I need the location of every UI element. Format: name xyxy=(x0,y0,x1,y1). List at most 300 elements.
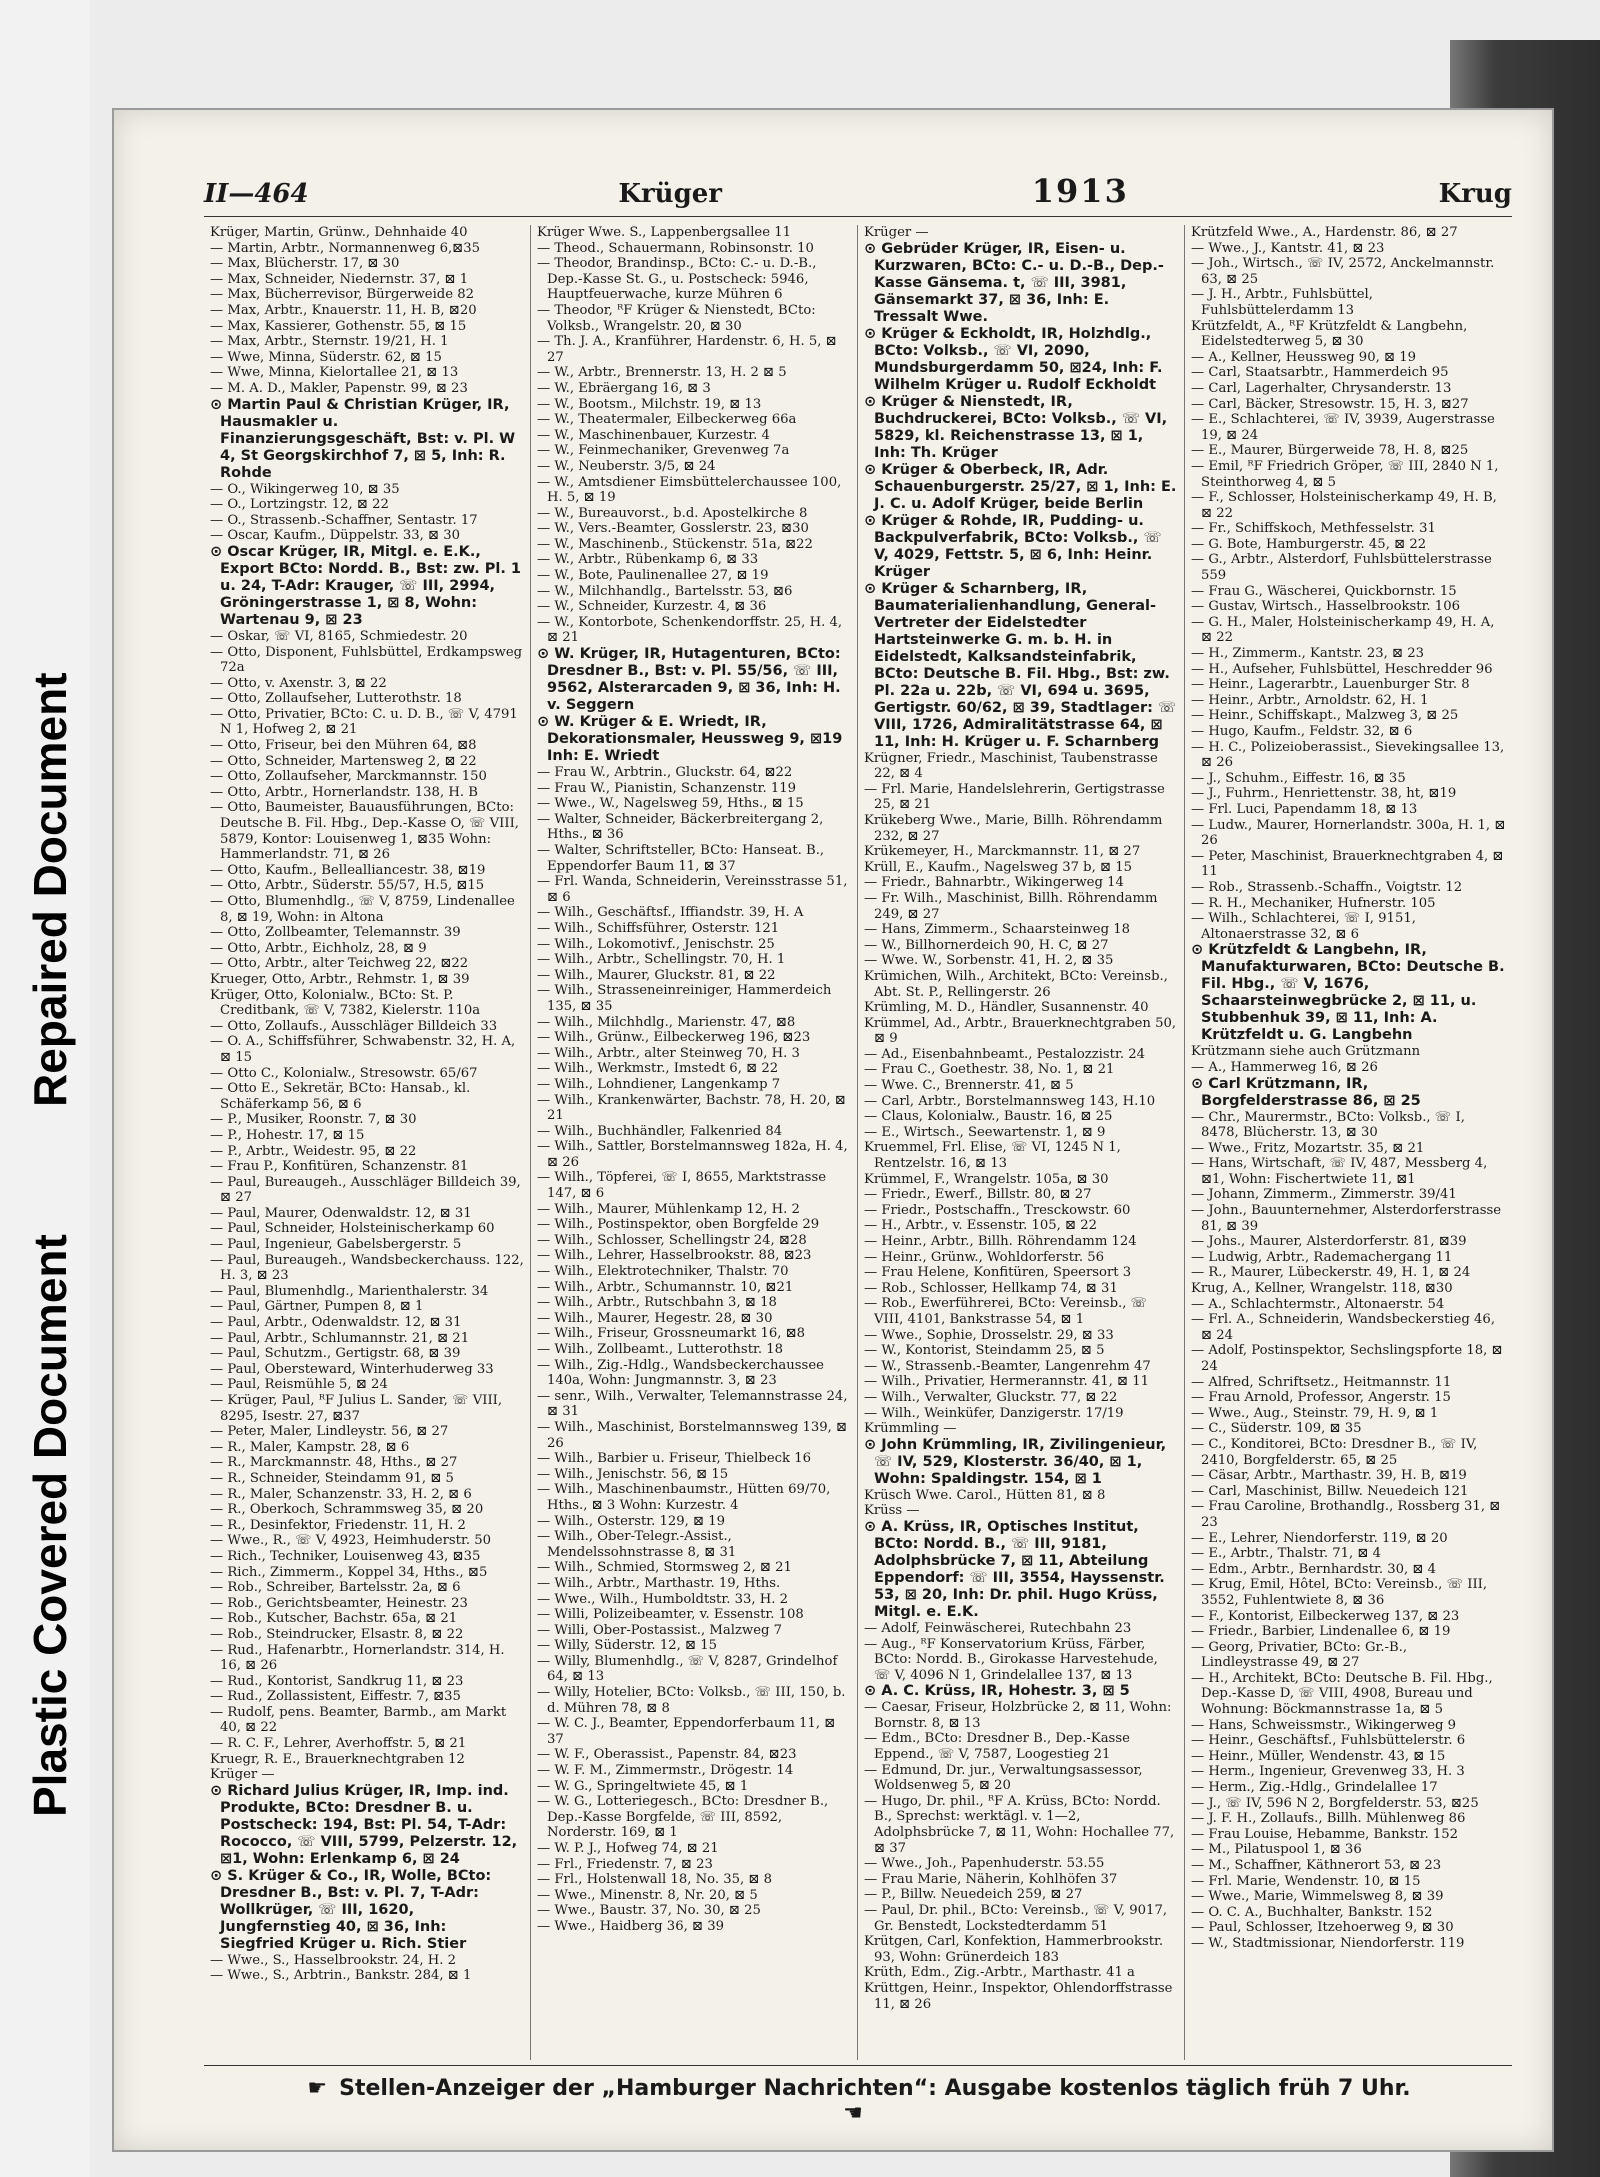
directory-entry: Krueger, Otto, Arbtr., Rehmstr. 1, ⊠ 39 xyxy=(210,971,470,987)
directory-entry: — Theodor, Brandinsp., BCto: C.- u. D.-B., Dep.-Kasse St. G., u. Postscheck: 5946, Hauptfeuerwache, kurze Mühren 6 xyxy=(537,256,817,303)
directory-entry: Krükemeyer, H., Marckmannstr. 11, ⊠ 27 xyxy=(864,844,1141,860)
directory-entry: — Otto, Kaufm., Bellealliancestr. 38, ⊠19 xyxy=(210,862,486,878)
directory-entry: — Wilh., Elektrotechniker, Thalstr. 70 xyxy=(537,1264,789,1280)
directory-entry: — Wilh., Maurer, Hegestr. 28, ⊠ 30 xyxy=(537,1310,773,1326)
directory-entry: — Hugo, Kaufm., Feldstr. 32, ⊠ 6 xyxy=(1191,724,1413,739)
directory-entry: Krügner, Friedr., Maschinist, Taubenstrasse 22, ⊠ 4 xyxy=(864,750,1158,782)
directory-entry: — Otto, Zollaufseher, Marckmannstr. 150 xyxy=(210,769,487,785)
plastic-covered-label: Plastic Covered Document xyxy=(24,1234,76,1817)
directory-entry: — Heinr., Geschäftsf., Fuhlsbüttelerstr. 6 xyxy=(1191,1733,1466,1749)
directory-entry: — Rud., Zollassistent, Eiffestr. 7, ⊠35 xyxy=(210,1689,461,1705)
directory-entry: — O., Wikingerweg 10, ⊠ 35 xyxy=(210,481,400,497)
directory-entry: — R., Maler, Schanzenstr. 33, H. 2, ⊠ 6 xyxy=(210,1486,472,1502)
directory-entry: — Wwe., Sophie, Drosselstr. 29, ⊠ 33 xyxy=(864,1327,1114,1343)
directory-entry: — Paul, Bureaugeh., Wandsbeckerchauss. 122, H. 3, ⊠ 23 xyxy=(210,1252,524,1284)
directory-entry: — Wilh., Buchhändler, Falkenried 84 xyxy=(537,1123,783,1139)
directory-entry: — W., Milchhandlg., Bartelsstr. 53, ⊠6 xyxy=(537,583,793,599)
directory-entry: — Wwe., W., Nagelsweg 59, Hths., ⊠ 15 xyxy=(537,796,804,812)
directory-entry: — Hugo, Dr. phil., ᴿF A. Krüss, BCto: Nordd. B., Sprechst: werktägl. v. 1—2, Adolphsbrücke 7, ⊠ 11, Wohn: Hochallee 77, ⊠ 37 xyxy=(864,1793,1175,1856)
directory-entry: — Wilh., Osterstr. 129, ⊠ 19 xyxy=(537,1513,726,1529)
directory-entry: Krüger, Martin, Grünw., Dehnhaide 40 xyxy=(210,225,468,240)
footer-text: Stellen-Anzeiger der „Hamburger Nachrichten“: Ausgabe kostenlos täglich früh 7 Uhr. xyxy=(339,2076,1411,2101)
directory-entry: Kruegr, R. E., Brauerknechtgraben 12 xyxy=(210,1751,465,1767)
directory-entry: — Paul, Maurer, Odenwaldstr. 12, ⊠ 31 xyxy=(210,1205,472,1221)
directory-entry: — A., Schlachtermstr., Altonaerstr. 54 xyxy=(1191,1296,1445,1312)
footer-advert xyxy=(274,2076,1432,2126)
directory-entry: — G. Bote, Hamburgerstr. 45, ⊠ 22 xyxy=(1191,536,1427,552)
directory-entry: — Otto, Zollaufseher, Lutterothstr. 18 xyxy=(210,691,462,707)
directory-entry: — Wwe, Minna, Kielortallee 21, ⊠ 13 xyxy=(210,365,459,381)
directory-entry: Krümmling — xyxy=(864,1421,957,1437)
directory-entry: Krüss — xyxy=(864,1503,920,1519)
directory-entry: — Frau Caroline, Brothandlg., Rossberg 31, ⊠ 23 xyxy=(1191,1499,1501,1530)
directory-entry: Krüger — xyxy=(210,1767,275,1783)
directory-entry: — H., Aufseher, Fuhlsbüttel, Heschredder 96 xyxy=(1191,661,1493,677)
directory-entry: — Rob., Schlosser, Hellkamp 74, ⊠ 31 xyxy=(864,1280,1118,1296)
directory-entry: — E., Wirtsch., Seewartenstr. 1, ⊠ 9 xyxy=(864,1124,1106,1140)
directory-entry: — R., Marckmannstr. 48, Hths., ⊠ 27 xyxy=(210,1455,458,1471)
directory-entry: — Frl. Marie, Handelslehrerin, Gertigstrasse 25, ⊠ 21 xyxy=(864,781,1165,813)
repaired-document-label: Repaired Document xyxy=(24,672,76,1107)
directory-entry: — W. P. J., Hofweg 74, ⊠ 21 xyxy=(537,1841,719,1856)
directory-entry: — Ludwig, Arbtr., Rademachergang 11 xyxy=(1191,1249,1453,1265)
directory-entry: — Wilh., Schlachterei, ☏ I, 9151, Altonaerstrasse 32, ⊠ 6 xyxy=(1191,911,1416,942)
directory-entry: — J., Schuhm., Eiffestr. 16, ⊠ 35 xyxy=(1191,770,1406,786)
directory-entry: — J., Fuhrm., Henriettenstr. 38, ht, ⊠19 xyxy=(1191,786,1457,802)
directory-entry: — E., Arbtr., Thalstr. 71, ⊠ 4 xyxy=(1191,1546,1382,1562)
directory-entry: — W., Bootsm., Milchstr. 19, ⊠ 13 xyxy=(537,396,762,412)
directory-entry: — Georg, Privatier, BCto: Gr.-B., Lindleystrasse 49, ⊠ 27 xyxy=(1191,1639,1408,1671)
directory-entry: — Edmund, Dr. jur., Verwaltungsassessor, Woldsenweg 5, ⊠ 20 xyxy=(864,1762,1143,1794)
directory-entry: — W. G., Springeltwiete 45, ⊠ 1 xyxy=(537,1778,749,1794)
directory-entry: — Paul, Schneider, Holsteinischerkamp 60 xyxy=(210,1221,495,1237)
directory-entry: — Gustav, Wirtsch., Hasselbrookstr. 106 xyxy=(1191,599,1460,615)
directory-entry: Krüll, E., Kaufm., Nagelsweg 37 b, ⊠ 15 xyxy=(864,859,1133,875)
directory-entry: — Frau Louise, Hebamme, Bankstr. 152 xyxy=(1191,1826,1459,1842)
directory-entry: — Otto E., Sekretär, BCto: Hansab., kl. Schäferkamp 56, ⊠ 6 xyxy=(210,1081,471,1112)
directory-entry: — Johann, Zimmerm., Zimmerstr. 39/41 xyxy=(1191,1187,1457,1203)
directory-entry: — Frau Arnold, Professor, Angerstr. 15 xyxy=(1191,1390,1451,1406)
directory-entry: — Otto, Arbtr., Eichholz, 28, ⊠ 9 xyxy=(210,940,427,956)
directory-entry: Krümichen, Wilh., Architekt, BCto: Vereinsb., Abt. St. P., Rellingerstr. 26 xyxy=(864,968,1168,1000)
directory-entry: — Otto, Friseur, bei den Mühren 64, ⊠8 xyxy=(210,738,477,754)
directory-entry: ⊙ A. Krüss, IR, Optisches Institut, BCto: Nordd. B., ☏ III, 9181, Adolphsbrücke 7, ⊠ 11, Abteilung Eppendorf: ☏ III, 3554, Hayssenstr. 53, ⊠ 20, Inh: Dr. phil. Hugo Krüss, Mitgl. e. E.K. xyxy=(864,1518,1165,1620)
directory-entry: — Max, Bücherrevisor, Bürgerweide 82 xyxy=(210,287,475,303)
directory-entry: — R. C. F., Lehrer, Averhoffstr. 5, ⊠ 21 xyxy=(210,1736,467,1752)
directory-entry: — Friedr., Ewerf., Billstr. 80, ⊠ 27 xyxy=(864,1187,1092,1203)
directory-columns xyxy=(204,225,1512,2060)
directory-entry: — Paul, Schutzm., Gertigstr. 68, ⊠ 39 xyxy=(210,1346,461,1362)
directory-entry: — Wilh., Arbtr., Schellingstr. 70, H. 1 xyxy=(537,952,786,968)
directory-entry: — O., Lortzingstr. 12, ⊠ 22 xyxy=(210,497,389,513)
directory-entry: — Wilh., Grünw., Eilbeckerweg 196, ⊠23 xyxy=(537,1030,811,1046)
directory-entry: — W., Arbtr., Brennerstr. 13, H. 2 ⊠ 5 xyxy=(537,365,787,381)
directory-entry: — Otto, Privatier, BCto: C. u. D. B., ☏ V, 4791 N 1, Hofweg 2, ⊠ 21 xyxy=(210,706,518,738)
directory-entry: — Otto, Zollaufs., Ausschläger Billdeich 33 xyxy=(210,1018,498,1034)
directory-entry: — Herm., Ingenieur, Grevenweg 33, H. 3 xyxy=(1191,1764,1465,1780)
directory-entry: — Wwe., Wilh., Humboldtstr. 33, H. 2 xyxy=(537,1591,789,1607)
side-strip xyxy=(0,0,90,2177)
directory-entry: — Edm., Arbtr., Bernhardstr. 30, ⊠ 4 xyxy=(1191,1561,1437,1577)
directory-entry: — Krug, Emil, Hôtel, BCto: Vereinsb., ☏ III, 3552, Fuhlentwiete 8, ⊠ 36 xyxy=(1191,1577,1488,1608)
directory-entry: — Chr., Maurermstr., BCto: Volksb., ☏ I, 8478, Blücherstr. 13, ⊠ 30 xyxy=(1191,1109,1465,1141)
directory-entry: — W., Maschinenb., Stückenstr. 51a, ⊠22 xyxy=(537,536,813,552)
directory-entry: — M., Pilatuspool 1, ⊠ 36 xyxy=(1191,1842,1362,1858)
directory-entry: — Wilh., Sattler, Borstelmannsweg 182a, H. 4, ⊠ 26 xyxy=(537,1139,848,1170)
directory-entry: — Rich., Zimmerm., Koppel 34, Hths., ⊠5 xyxy=(210,1564,488,1580)
directory-entry: — Aug., ᴿF Konservatorium Krüss, Färber, BCto: Nordd. B., Girokasse Harvestehude, ☏ V, 4096 N 1, Grindelallee 137, ⊠ 13 xyxy=(864,1636,1158,1683)
directory-entry: — Wwe., Marie, Wimmelsweg 8, ⊠ 39 xyxy=(1191,1889,1444,1905)
header-right-word: Krug xyxy=(1438,179,1512,209)
directory-entry: — Wilh., Maurer, Mühlenkamp 12, H. 2 xyxy=(537,1201,800,1217)
directory-entry: — Rob., Gerichtsbeamter, Heinestr. 23 xyxy=(210,1595,468,1611)
directory-entry: — Joh., Wirtsch., ☏ IV, 2572, Anckelmannstr. 63, ⊠ 25 xyxy=(1191,256,1495,287)
directory-entry: — Friedr., Bahnarbtr., Wikingerweg 14 xyxy=(864,875,1124,891)
directory-entry: — Wilh., Verwalter, Gluckstr. 77, ⊠ 22 xyxy=(864,1389,1118,1405)
directory-entry: — Fr., Schiffskoch, Methfesselstr. 31 xyxy=(1191,521,1436,537)
directory-entry: — W., Neuberstr. 3/5, ⊠ 24 xyxy=(537,458,716,474)
page-header xyxy=(204,172,1512,217)
directory-entry: — Frau C., Goethestr. 38, No. 1, ⊠ 21 xyxy=(864,1062,1115,1078)
directory-entry: — Peter, Maler, Lindleystr. 56, ⊠ 27 xyxy=(210,1424,449,1440)
directory-entry: — R., Desinfektor, Friedenstr. 11, H. 2 xyxy=(210,1517,466,1533)
column-2 xyxy=(531,225,858,2060)
directory-entry: — Frl., Friedenstr. 7, ⊠ 23 xyxy=(537,1856,713,1872)
directory-entry: — Carl, Maschinist, Billw. Neuedeich 121 xyxy=(1191,1483,1469,1499)
directory-entry: — Wwe., S., Arbtrin., Bankstr. 284, ⊠ 1 xyxy=(210,1968,472,1984)
directory-entry: — Wwe., S., Hasselbrookstr. 24, H. 2 xyxy=(210,1952,457,1968)
column-4 xyxy=(1185,225,1512,2060)
directory-entry: — Max, Schneider, Niedernstr. 37, ⊠ 1 xyxy=(210,271,469,287)
directory-entry: — Wilh., Schlosser, Schellingstr 24, ⊠28 xyxy=(537,1232,807,1248)
bottom-rule xyxy=(204,2065,1512,2066)
directory-entry: — Caesar, Friseur, Holzbrücke 2, ⊠ 11, Wohn: Bornstr. 8, ⊠ 13 xyxy=(864,1700,1172,1731)
directory-entry: ⊙ W. Krüger & E. Wriedt, IR, Dekorationsmaler, Heussweg 9, ⊠19 Inh: E. Wriedt xyxy=(537,714,843,765)
directory-entry: — Carl, Lagerhalter, Chrysanderstr. 13 xyxy=(1191,380,1452,396)
header-year: 1913 xyxy=(1031,172,1129,210)
directory-entry: — W. F. M., Zimmermstr., Drögestr. 14 xyxy=(537,1763,794,1779)
directory-entry: Krümmel, F., Wrangelstr. 105a, ⊠ 30 xyxy=(864,1171,1109,1187)
directory-entry: Krüger — xyxy=(864,225,929,240)
directory-entry: — Wilh., Lokomotivf., Jenischstr. 25 xyxy=(537,936,775,952)
directory-entry: — Frau P., Konfitüren, Schanzenstr. 81 xyxy=(210,1159,469,1175)
directory-entry: — Wilh., Friseur, Grossneumarkt 16, ⊠8 xyxy=(537,1326,806,1342)
column-3 xyxy=(858,225,1185,2060)
directory-entry: — Wilh., Schmied, Stormsweg 2, ⊠ 21 xyxy=(537,1560,792,1576)
directory-entry: Krüger, Otto, Kolonialw., BCto: St. P. Creditbank, ☏ V, 7382, Kielerstr. 110a xyxy=(210,987,481,1019)
directory-entry: — Wilh., Maschinist, Borstelmannsweg 139, ⊠ 26 xyxy=(537,1419,848,1451)
directory-entry: Krükeberg Wwe., Marie, Billh. Röhrendamm 232, ⊠ 27 xyxy=(864,812,1163,844)
directory-entry: — Paul, Schlosser, Itzehoerweg 9, ⊠ 30 xyxy=(1191,1920,1454,1936)
directory-entry: — Friedr., Postschaffn., Tresckowstr. 60 xyxy=(864,1202,1131,1218)
directory-entry: — Heinr., Lagerarbtr., Lauenburger Str. 8 xyxy=(1191,677,1470,693)
directory-entry: — F., Schlosser, Holsteinischerkamp 49, H. B, ⊠ 22 xyxy=(1191,490,1497,521)
directory-entry: ⊙ Krüger & Scharnberg, IR, Baumaterialienhandlung, General-Vertreter der Eidelstedter Hartsteinwerke G. m. b. H. in Eidelstedt, Kalksandsteinfabrik, BCto: Deutsche B. Fil. Hbg., Bst: zw. Pl. 22a u. 22b, ☏ VI, 694 u. 3695, Gertigstr. 60/62, ⊠ 39, Stadtlager: ☏ VIII, 1726, Admiralitätstrasse 64, ⊠ 11, Inh: H. Krüger u. F. Scharnberg xyxy=(864,580,1177,750)
directory-entry: — Wilh., Arbtr., alter Steinweg 70, H. 3 xyxy=(537,1045,800,1061)
directory-entry: — Wilh., Lehrer, Hasselbrookstr. 88, ⊠23 xyxy=(537,1248,812,1264)
directory-entry: — Wilh., Zig.-Hdlg., Wandsbeckerchaussee 140a, Wohn: Jungmannstr. 3, ⊠ 23 xyxy=(537,1357,824,1389)
directory-entry: — Paul, Bureaugeh., Ausschläger Billdeich 39, ⊠ 27 xyxy=(210,1174,521,1206)
directory-entry: — R., Maler, Kampstr. 28, ⊠ 6 xyxy=(210,1439,410,1455)
directory-entry: — C., Süderstr. 109, ⊠ 35 xyxy=(1191,1421,1362,1437)
directory-entry: — Rob., Kutscher, Bachstr. 65a, ⊠ 21 xyxy=(210,1611,458,1627)
directory-entry: — P., Billw. Neuedeich 259, ⊠ 27 xyxy=(864,1887,1083,1903)
directory-entry: — Paul, Ingenieur, Gabelsbergerstr. 5 xyxy=(210,1237,462,1253)
directory-entry: — Friedr., Barbier, Lindenallee 6, ⊠ 19 xyxy=(1191,1624,1451,1640)
directory-entry: — Heinr., Schiffskapt., Malzweg 3, ⊠ 25 xyxy=(1191,708,1459,724)
directory-entry: — Johs., Maurer, Alsterdorferstr. 81, ⊠39 xyxy=(1191,1234,1467,1250)
directory-entry: Krütgen, Carl, Konfektion, Hammerbrookstr. 93, Wohn: Grünerdeich 183 xyxy=(864,1934,1164,1965)
directory-entry: — Wilh., Geschäftsf., Iffiandstr. 39, H. A xyxy=(537,905,804,921)
directory-entry: — H., Arbtr., v. Essenstr. 105, ⊠ 22 xyxy=(864,1218,1098,1234)
directory-entry: — Rud., Kontorist, Sandkrug 11, ⊠ 23 xyxy=(210,1673,464,1689)
directory-entry: — Emil, ᴿF Friedrich Gröper, ☏ III, 2840 N 1, Steinthorweg 4, ⊠ 5 xyxy=(1191,458,1499,490)
directory-entry: — Wilh., Töpferei, ☏ I, 8655, Marktstrasse 147, ⊠ 6 xyxy=(537,1170,827,1202)
directory-entry: — Paul, Obersteward, Winterhuderweg 33 xyxy=(210,1361,494,1377)
directory-entry: — O. A., Schiffsführer, Schwabenstr. 32, H. A, ⊠ 15 xyxy=(210,1034,516,1065)
directory-entry: — Heinr., Arbtr., Arnoldstr. 62, H. 1 xyxy=(1191,692,1429,708)
directory-entry: — H., Zimmerm., Kantstr. 23, ⊠ 23 xyxy=(1191,646,1425,662)
directory-entry: — John., Bauunternehmer, Alsterdorferstrasse 81, ⊠ 39 xyxy=(1191,1203,1502,1234)
directory-entry: ⊙ Krüger & Oberbeck, IR, Adr. Schauenburgerstr. 25/27, ⊠ 1, Inh: E. J. C. u. Adolf Krüger, beide Berlin xyxy=(864,461,1177,512)
directory-entry: — Walter, Schneider, Bäckerbreitergang 2, Hths., ⊠ 36 xyxy=(537,811,824,843)
directory-entry: — Wwe., Haidberg 36, ⊠ 39 xyxy=(537,1918,724,1934)
directory-entry: — W., Strassenb.-Beamter, Langenrehm 47 xyxy=(864,1358,1151,1374)
directory-entry: — P., Arbtr., Weidestr. 95, ⊠ 22 xyxy=(210,1143,417,1159)
directory-entry: — O. C. A., Buchhalter, Bankstr. 152 xyxy=(1191,1904,1433,1920)
directory-entry: — A., Kellner, Heussweg 90, ⊠ 19 xyxy=(1191,349,1416,365)
directory-entry: — Otto, Baumeister, Bauausführungen, BCto: Deutsche B. Fil. Hbg., Dep.-Kasse O, ☏ VIII, 5879, Kontor: Louisenweg 1, ⊠35 Wohn: Hammerlandstr. 71, ⊠ 26 xyxy=(210,800,519,863)
directory-entry: Krützfeldt, A., ᴿF Krützfeldt & Langbehn, Eidelstedterweg 5, ⊠ 30 xyxy=(1191,318,1468,350)
directory-entry: — Paul, Arbtr., Odenwaldstr. 12, ⊠ 31 xyxy=(210,1315,462,1331)
directory-entry: — W., Amtsdiener Eimsbüttelerchaussee 100, H. 5, ⊠ 19 xyxy=(537,474,842,506)
directory-entry: — M., Schaffner, Käthnerort 53, ⊠ 23 xyxy=(1191,1858,1442,1873)
directory-entry: — F., Kontorist, Eilbeckerweg 137, ⊠ 23 xyxy=(1191,1608,1460,1624)
directory-entry: — W., Kontorbote, Schenkendorffstr. 25, H. 4, ⊠ 21 xyxy=(537,614,843,646)
directory-entry: — Wilh., Ober-Telegr.-Assist., Mendelssohnstrasse 8, ⊠ 31 xyxy=(537,1529,737,1560)
directory-entry: — Heinr., Grünw., Wohldorferstr. 56 xyxy=(864,1249,1105,1265)
directory-entry: Kruemmel, Frl. Elise, ☏ VI, 1245 N 1, Rentzelstr. 16, ⊠ 13 xyxy=(864,1140,1121,1172)
directory-entry: — Max, Kassierer, Gothenstr. 55, ⊠ 15 xyxy=(210,318,467,334)
directory-entry: Krümling, M. D., Händler, Susannenstr. 40 xyxy=(864,1000,1149,1016)
directory-entry: — Fr. Wilh., Maschinist, Billh. Röhrendamm 249, ⊠ 27 xyxy=(864,890,1158,922)
directory-entry: — Cäsar, Arbtr., Marthastr. 39, H. B, ⊠19 xyxy=(1191,1468,1467,1484)
directory-entry: — Heinr., Müller, Wendenstr. 43, ⊠ 15 xyxy=(1191,1748,1446,1764)
directory-entry: — Max, Blücherstr. 17, ⊠ 30 xyxy=(210,256,400,272)
directory-entry: — P., Hohestr. 17, ⊠ 15 xyxy=(210,1127,365,1143)
directory-entry: — W., Billhornerdeich 90, H. C, ⊠ 27 xyxy=(864,937,1109,953)
directory-entry: — Frau W., Pianistin, Schanzenstr. 119 xyxy=(537,780,797,796)
directory-entry: — senr., Wilh., Verwalter, Telemannstrasse 24, ⊠ 31 xyxy=(537,1388,848,1420)
directory-entry: — Paul, Blumenhdlg., Marienthalerstr. 34 xyxy=(210,1283,489,1299)
directory-entry: — Wilh., Schiffsführer, Osterstr. 121 xyxy=(537,920,780,936)
directory-entry: — Paul, Dr. phil., BCto: Vereinsb., ☏ V, 9017, Gr. Benstedt, Lockstedterdamm 51 xyxy=(864,1903,1168,1934)
directory-entry: — Hans, Schweissmstr., Wikingerweg 9 xyxy=(1191,1717,1457,1733)
directory-entry: — E., Maurer, Bürgerweide 78, H. 8, ⊠25 xyxy=(1191,443,1469,459)
directory-entry: — W., Ebräergang 16, ⊠ 3 xyxy=(537,380,711,396)
directory-entry: — Paul, Reismühle 5, ⊠ 24 xyxy=(210,1377,388,1393)
directory-entry: — Carl, Staatsarbtr., Hammerdeich 95 xyxy=(1191,365,1449,381)
directory-entry: Krüttgen, Heinr., Inspektor, Ohlendorffstrasse 11, ⊠ 26 xyxy=(864,1980,1173,2012)
directory-entry: — Wilh., Barbier u. Friseur, Thielbeck 16 xyxy=(537,1451,811,1467)
directory-entry: — A., Hammerweg 16, ⊠ 26 xyxy=(1191,1059,1378,1075)
directory-entry: — Rob., Steindrucker, Elsastr. 8, ⊠ 22 xyxy=(210,1626,464,1642)
directory-entry: — C., Konditorei, BCto: Dresdner B., ☏ IV, 2410, Borgfelderstr. 65, ⊠ 25 xyxy=(1191,1436,1478,1468)
directory-entry: — Willi, Ober-Postassist., Malzweg 7 xyxy=(537,1622,783,1638)
directory-entry: — W., Arbtr., Rübenkamp 6, ⊠ 33 xyxy=(537,552,759,568)
directory-entry: — M. A. D., Makler, Papenstr. 99, ⊠ 23 xyxy=(210,380,468,396)
directory-page xyxy=(112,108,1554,2152)
directory-entry: — W., Maschinenbauer, Kurzestr. 4 xyxy=(537,427,770,443)
directory-entry: — Otto, v. Axenstr. 3, ⊠ 22 xyxy=(210,675,387,691)
directory-entry: — W., Vers.-Beamter, Gosslerstr. 23, ⊠30 xyxy=(537,521,809,537)
directory-entry: — Wwe. C., Brennerstr. 41, ⊠ 5 xyxy=(864,1078,1074,1094)
directory-entry: — Paul, Gärtner, Pumpen 8, ⊠ 1 xyxy=(210,1299,424,1315)
directory-entry: — W., Stadtmissionar, Niendorferstr. 119 xyxy=(1191,1935,1465,1951)
directory-entry: — R., Schneider, Steindamm 91, ⊠ 5 xyxy=(210,1470,454,1486)
directory-entry: — W. C. J., Beamter, Eppendorferbaum 11, ⊠ 37 xyxy=(537,1716,836,1747)
directory-entry: ⊙ Krützfeldt & Langbehn, IR, Manufakturwaren, BCto: Deutsche B. Fil. Hbg., ☏ V, 1676, Schaarsteinwegbrücke 2, ⊠ 11, u. Stubbenhuk 39, ⊠ 11, Inh: A. Krützfeldt u. G. Langbehn xyxy=(1191,942,1505,1044)
directory-entry: — P., Musiker, Roonstr. 7, ⊠ 30 xyxy=(210,1112,417,1128)
directory-entry: — Wwe., J., Kantstr. 41, ⊠ 23 xyxy=(1191,240,1385,256)
directory-entry: — Frl., Holstenwall 18, No. 35, ⊠ 8 xyxy=(537,1872,773,1888)
directory-entry: — Herm., Zig.-Hdlg., Grindelallee 17 xyxy=(1191,1780,1438,1796)
directory-entry: — Wilh., Strasseneinreiniger, Hammerdeich 135, ⊠ 35 xyxy=(537,983,832,1014)
directory-entry: — Wwe., Aug., Steinstr. 79, H. 9, ⊠ 1 xyxy=(1191,1405,1439,1421)
directory-entry: — Otto, Disponent, Fuhlsbüttel, Erdkampsweg 72a xyxy=(210,644,523,676)
directory-entry: ⊙ Richard Julius Krüger, IR, Imp. ind. Produkte, BCto: Dresdner B. u. Postscheck: 194, Bst: Pl. 54, T-Adr: Rococco, ☏ VIII, 5799, Pelzerstr. 12, ⊠1, Wohn: Erlenkamp 6, ⊠ 24 xyxy=(210,1782,518,1867)
directory-entry: — Rich., Techniker, Louisenweg 43, ⊠35 xyxy=(210,1548,481,1564)
directory-entry: — W., Bote, Paulinenallee 27, ⊠ 19 xyxy=(537,568,769,584)
directory-entry: — W., Schneider, Kurzestr. 4, ⊠ 36 xyxy=(537,599,767,615)
column-1 xyxy=(204,225,531,2060)
directory-entry: ⊙ S. Krüger & Co., IR, Wolle, BCto: Dresdner B., Bst: v. Pl. 7, T-Adr: Wollkrüger, ☏ III, 1620, Jungfernstieg 40, ⊠ 36, Inh: Siegfried Krüger u. Rich. Stier xyxy=(210,1867,492,1952)
directory-entry: — Frau Helene, Konfitüren, Speersort 3 xyxy=(864,1265,1132,1281)
directory-entry: — Max, Arbtr., Sternstr. 19/21, H. 1 xyxy=(210,334,449,350)
directory-entry: Krug, A., Kellner, Wrangelstr. 118, ⊠30 xyxy=(1191,1281,1453,1297)
directory-entry: — Frl. A., Schneiderin, Wandsbeckerstieg 46, ⊠ 24 xyxy=(1191,1312,1496,1343)
directory-entry: — Wilh., Maurer, Gluckstr. 81, ⊠ 22 xyxy=(537,967,776,983)
directory-entry: — Wwe., R., ☏ V, 4923, Heimhuderstr. 50 xyxy=(210,1533,491,1549)
directory-entry: — Heinr., Arbtr., Billh. Röhrendamm 124 xyxy=(864,1234,1137,1249)
directory-entry: — Wilh., Jenischstr. 56, ⊠ 15 xyxy=(537,1466,729,1482)
directory-entry: — R. H., Mechaniker, Hufnerstr. 105 xyxy=(1191,895,1436,911)
directory-entry: — Wilh., Lohndiener, Langenkamp 7 xyxy=(537,1076,781,1092)
directory-entry: Krümmel, Ad., Arbtr., Brauerknechtgraben 50, ⊠ 9 xyxy=(864,1015,1177,1047)
pointing-hand-icon: ☛ xyxy=(307,2076,328,2101)
directory-entry: ⊙ A. C. Krüss, IR, Hohestr. 3, ⊠ 5 xyxy=(864,1683,1130,1700)
directory-entry: — J. H., Arbtr., Fuhlsbüttel, Fuhlsbüttelerdamm 13 xyxy=(1191,287,1373,318)
directory-entry: — W., Bureauvorst., b.d. Apostelkirche 8 xyxy=(537,505,808,521)
directory-entry: — Wilh., Maschinenbaumstr., Hütten 69/70, Hths., ⊠ 3 Wohn: Kurzestr. 4 xyxy=(537,1482,831,1513)
directory-entry: — W., Theatermaler, Eilbeckerweg 66a xyxy=(537,412,797,428)
directory-entry: — E., Schlachterei, ☏ IV, 3939, Augerstrasse 19, ⊠ 24 xyxy=(1191,412,1495,443)
directory-entry: — R., Maurer, Lübeckerstr. 49, H. 1, ⊠ 24 xyxy=(1191,1265,1471,1281)
directory-entry: — Willy, Süderstr. 12, ⊠ 15 xyxy=(537,1638,718,1654)
directory-entry: — Frl. Luci, Papendamm 18, ⊠ 13 xyxy=(1191,801,1418,817)
directory-entry: — H. C., Polizeioberassist., Sievekingsallee 13, ⊠ 26 xyxy=(1191,739,1505,771)
directory-entry: — Th. J. A., Kranführer, Hardenstr. 6, H. 5, ⊠ 27 xyxy=(537,334,837,365)
directory-entry: — H., Architekt, BCto: Deutsche B. Fil. Hbg., Dep.-Kasse D, ☏ VIII, 4908, Bureau und Wohnung: Böckmannstrasse 1a, ⊠ 5 xyxy=(1191,1670,1493,1718)
directory-entry: — Wwe, Minna, Süderstr. 62, ⊠ 15 xyxy=(210,349,442,365)
directory-entry: ⊙ Gebrüder Krüger, IR, Eisen- u. Kurzwaren, BCto: C.- u. D.-B., Dep.-Kasse Gänsema. t, ☏ III, 3981, Gänsemarkt 37, ⊠ 36, Inh: E. Tressalt Wwe. xyxy=(864,240,1164,325)
directory-entry: — Walter, Schriftsteller, BCto: Hanseat. B., Eppendorfer Baum 11, ⊠ 37 xyxy=(537,843,825,874)
directory-entry: ⊙ Martin Paul & Christian Krüger, IR, Hausmakler u. Finanzierungsgeschäft, Bst: v. Pl. W 4, St Georgskirchhof 7, ⊠ 5, Inh: R. Rohde xyxy=(210,396,516,481)
directory-entry: — Otto, Schneider, Martensweg 2, ⊠ 22 xyxy=(210,753,477,769)
directory-entry: — Otto, Arbtr., Süderstr. 55/57, H.5, ⊠15 xyxy=(210,878,485,894)
directory-entry: — Wilh., Arbtr., Schumannstr. 10, ⊠21 xyxy=(537,1279,794,1295)
directory-entry: — Wwe. W., Sorbenstr. 41, H. 2, ⊠ 35 xyxy=(864,953,1114,969)
directory-entry: — R., Oberkoch, Schrammsweg 35, ⊠ 20 xyxy=(210,1502,484,1518)
directory-entry: ⊙ W. Krüger, IR, Hutagenturen, BCto: Dresdner B., Bst: v. Pl. 55/56, ☏ III, 9562, Alsterarcaden 9, ⊠ 36, Inh: H. v. Seggern xyxy=(537,646,841,714)
directory-entry: — Theodor, ᴿF Krüger & Nienstedt, BCto: Volksb., Wrangelstr. 20, ⊠ 30 xyxy=(537,302,816,334)
directory-entry: — Claus, Kolonialw., Baustr. 16, ⊠ 25 xyxy=(864,1109,1113,1125)
directory-entry: — W. F., Oberassist., Papenstr. 84, ⊠23 xyxy=(537,1747,797,1763)
directory-entry: — Frau W., Arbtrin., Gluckstr. 64, ⊠22 xyxy=(537,765,793,781)
directory-entry: — Wilh., Arbtr., Marthastr. 19, Hths. xyxy=(537,1575,781,1591)
pointing-hand-icon: ☚ xyxy=(843,2101,863,2126)
directory-entry: — Carl, Arbtr., Borstelmannsweg 143, H.10 xyxy=(864,1093,1156,1109)
directory-entry: — Ludw., Maurer, Hornerlandstr. 300a, H. 1, ⊠ 26 xyxy=(1191,817,1506,849)
directory-entry: — Hans, Zimmerm., Schaarsteinweg 18 xyxy=(864,922,1130,938)
directory-entry: ⊙ Krüger & Nienstedt, IR, Buchdruckerei, BCto: Volksb., ☏ VI, 5829, kl. Reichenstrasse 13, ⊠ 1, Inh: Th. Krüger xyxy=(864,393,1168,461)
header-left-word: Krüger xyxy=(618,179,722,209)
directory-entry: — Willi, Polizeibeamter, v. Essenstr. 108 xyxy=(537,1607,804,1623)
directory-entry: — Ad., Eisenbahnbeamt., Pestalozzistr. 24 xyxy=(864,1046,1145,1062)
directory-entry: — Willy, Hotelier, BCto: Volksb., ☏ III, 150, b. d. Mühren 78, ⊠ 8 xyxy=(537,1685,846,1716)
directory-entry: — Krüger, Paul, ᴿF Julius L. Sander, ☏ VIII, 8295, Isestr. 27, ⊠37 xyxy=(210,1393,503,1424)
directory-entry: — Otto, Arbtr., alter Teichweg 22, ⊠22 xyxy=(210,956,469,972)
directory-entry: — Wwe., Joh., Papenhuderstr. 53.55 xyxy=(864,1856,1105,1872)
directory-entry: — Otto, Blumenhdlg., ☏ V, 8759, Lindenallee 8, ⊠ 19, Wohn: in Altona xyxy=(210,894,515,925)
directory-entry: ⊙ Oscar Krüger, IR, Mitgl. e. E.K., Export BCto: Nordd. B., Bst: zw. Pl. 1 u. 24, T-Adr: Krauger, ☏ III, 2994, Gröningerstrasse 1, ⊠ 8, Wohn: Wartenau 9, ⊠ 23 xyxy=(210,543,522,628)
directory-entry: — Frau Marie, Näherin, Kohlhöfen 37 xyxy=(864,1871,1118,1887)
directory-entry: ⊙ Krüger & Rohde, IR, Pudding- u. Backpulverfabrik, BCto: Volksb., ☏ V, 4029, Fettstr. 5, ⊠ 6, Inh: Heinr. Krüger xyxy=(864,512,1162,580)
directory-entry: Krüsch Wwe. Carol., Hütten 81, ⊠ 8 xyxy=(864,1487,1106,1503)
directory-entry: — Rob., Ewerführerei, BCto: Vereinsb., ☏ VIII, 4101, Bankstrasse 54, ⊠ 1 xyxy=(864,1296,1148,1327)
directory-entry: — Frl. Wanda, Schneiderin, Vereinsstrasse 51, ⊠ 6 xyxy=(537,874,848,905)
directory-entry: — Rob., Schreiber, Bartelsstr. 2a, ⊠ 6 xyxy=(210,1580,461,1596)
directory-entry: Krüth, Edm., Zig.-Arbtr., Marthastr. 41 a xyxy=(864,1965,1135,1981)
directory-entry: — Wilh., Zollbeamt., Lutterothstr. 18 xyxy=(537,1342,784,1357)
directory-entry: — Carl, Bäcker, Stresowstr. 15, H. 3, ⊠27 xyxy=(1191,396,1469,412)
directory-entry: — Wwe., Fritz, Mozartstr. 35, ⊠ 21 xyxy=(1191,1140,1425,1156)
directory-entry: — Wwe., Baustr. 37, No. 30, ⊠ 25 xyxy=(537,1903,761,1919)
directory-entry: ⊙ Carl Krützmann, IR, Borgfelderstrasse 86, ⊠ 25 xyxy=(1191,1075,1421,1109)
directory-entry: — Max, Arbtr., Knauerstr. 11, H. B, ⊠20 xyxy=(210,302,477,318)
directory-entry: — Wilh., Milchhdlg., Marienstr. 47, ⊠8 xyxy=(537,1014,796,1030)
directory-entry: — Otto, Zollbeamter, Telemannstr. 39 xyxy=(210,925,461,941)
directory-entry: — Oskar, ☏ VI, 8165, Schmiedestr. 20 xyxy=(210,628,468,644)
directory-entry: — Paul, Arbtr., Schlumannstr. 21, ⊠ 21 xyxy=(210,1330,470,1346)
directory-entry: — Frl. Marie, Wendenstr. 10, ⊠ 15 xyxy=(1191,1873,1421,1889)
directory-entry: — W., Kontorist, Steindamm 25, ⊠ 5 xyxy=(864,1343,1105,1359)
directory-entry: — Adolf, Feinwäscherei, Rutechbahn 23 xyxy=(864,1620,1132,1636)
directory-entry: — Peter, Maschinist, Brauerknechtgraben 4, ⊠ 11 xyxy=(1191,848,1504,880)
directory-entry: — Wilh., Arbtr., Rutschbahn 3, ⊠ 18 xyxy=(537,1295,777,1311)
directory-entry: Krützfeld Wwe., A., Hardenstr. 86, ⊠ 27 xyxy=(1191,225,1458,240)
directory-entry: — Willy, Blumenhdlg., ☏ V, 8287, Grindelhof 64, ⊠ 13 xyxy=(537,1653,838,1685)
directory-entry: — Otto C., Kolonialw., Stresowstr. 65/67 xyxy=(210,1065,478,1081)
directory-entry: — Rudolf, pens. Beamter, Barmb., am Markt 40, ⊠ 22 xyxy=(210,1704,507,1736)
directory-entry: — W., Feinmechaniker, Grevenweg 7a xyxy=(537,443,790,459)
directory-entry: — Theod., Schauermann, Robinsonstr. 10 xyxy=(537,240,814,256)
directory-entry: — Frau G., Wäscherei, Quickbornstr. 15 xyxy=(1191,583,1457,599)
directory-entry: — Wilh., Postinspektor, oben Borgfelde 29 xyxy=(537,1217,820,1233)
directory-entry: — E., Lehrer, Niendorferstr. 119, ⊠ 20 xyxy=(1191,1530,1448,1546)
page-number: II—464 xyxy=(204,179,309,209)
directory-entry: — Rud., Hafenarbtr., Hornerlandstr. 314, H. 16, ⊠ 26 xyxy=(210,1642,505,1674)
